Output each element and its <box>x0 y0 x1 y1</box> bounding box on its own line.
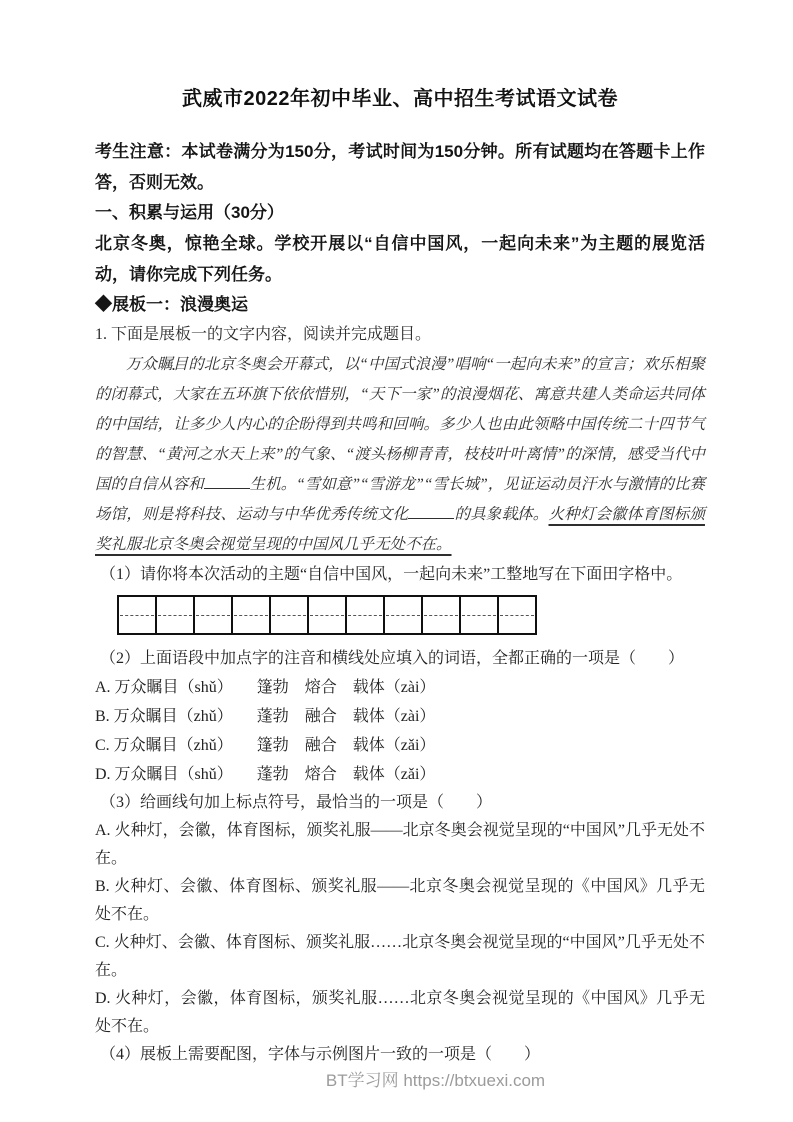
sub-question-3-option-b: B. 火种灯、会徽、体育图标、颁奖礼服——北京冬奥会视觉呈现的《中国风》几乎无处不在。 <box>95 878 705 923</box>
emphasis-dot-char: 载 <box>501 506 518 523</box>
emphasis-dot-char: 瞩 <box>157 356 173 373</box>
sub-question-2-stem: （2）上面语段中加点字的注音和横线处应填入的词语，全都正确的一项是（ ） <box>100 650 685 667</box>
passage-segment: 的具象 <box>454 506 502 523</box>
sub-question-2-option-a: A. 万众瞩目（shǔ） 篷勃 熔合 载体（zài） <box>95 679 436 696</box>
section-one-heading: 一、积累与运用（30分） <box>95 203 284 222</box>
grid-cell <box>155 595 195 635</box>
watermark: BT学习网 https://btxuexi.com <box>325 1071 546 1090</box>
passage-text <box>95 350 705 560</box>
grid-cell <box>383 595 423 635</box>
activity-intro: 北京冬奥，惊艳全球。学校开展以“自信中国风，一起向未来”为主题的展览活动，请你完成下列任务。 <box>95 234 705 284</box>
sub-question-1-stem: （1）请你将本次活动的主题“自信中国风，一起向未来”工整地写在下面田字格中。 <box>100 566 683 583</box>
sub-question-3-stem: （3）给画线句加上标点符号，最恰当的一项是（ ） <box>100 794 493 811</box>
passage-segment: 万众 <box>126 356 158 373</box>
grid-cell <box>269 595 309 635</box>
board-one-heading: ◆展板一：浪漫奥运 <box>95 295 248 314</box>
grid-cell <box>307 595 347 635</box>
sub-question-2-option-b: B. 万众瞩目（zhǔ） 蓬勃 融合 载体（zài） <box>95 708 436 725</box>
grid-cell <box>421 595 461 635</box>
sub-question-4-stem: （4）展板上需要配图，字体与示例图片一致的一项是（ ） <box>100 1046 541 1063</box>
sub-question-3-option-a: A. 火种灯，会徽，体育图标，颁奖礼服——北京冬奥会视觉呈现的“中国风”几乎无处不在。 <box>95 822 705 867</box>
fill-in-blank <box>204 473 250 490</box>
passage-segment: 目的北京冬奥会开幕式，以“中国式浪漫”唱响“一起向未来”的宣言；欢乐相聚的闭幕式，大家在五环旗下依依惜别，“天下一家”的浪漫烟花、寓意共建人类命运共同体的中国结，让多少人内心的企盼得到共鸣和回响。多少人也由此领略中国传统二十四节气的智慧、“黄河之水天上来”的气象、“渡头杨柳青青，枝枝叶叶离情”的深情，感受当代中国的自信从容和 <box>95 356 705 493</box>
passage-segment: 体。 <box>517 506 549 523</box>
grid-cell <box>459 595 499 635</box>
sub-question-2-option-c: C. 万众瞩目（zhǔ） 篷勃 融合 载体（zǎi） <box>95 737 436 754</box>
exam-notice: 考生注意：本试卷满分为150分，考试时间为150分钟。所有试题均在答题卡上作答，否则无效。 <box>95 142 705 192</box>
page-title: 武威市2022年初中毕业、高中招生考试语文试卷 <box>182 88 618 110</box>
sub-question-3-option-d: D. 火种灯，会徽，体育图标，颁奖礼服……北京冬奥会视觉呈现的《中国风》几乎无处不在。 <box>95 990 705 1035</box>
fill-in-blank <box>408 503 454 520</box>
grid-cell <box>345 595 385 635</box>
grid-cell <box>117 595 157 635</box>
sub-question-3-option-c: C. 火种灯、会徽、体育图标、颁奖礼服……北京冬奥会视觉呈现的“中国风”几乎无处不在。 <box>95 934 705 979</box>
sub-question-2-option-d: D. 万众瞩目（shǔ） 蓬勃 熔合 载体（zǎi） <box>95 766 436 783</box>
grid-cell <box>497 595 537 635</box>
grid-cell <box>231 595 271 635</box>
exam-content <box>95 84 705 1069</box>
passage-segment: 生机。“雪如意”“雪游龙”“雪长城”，见证运动员汗水与激情的比赛场馆，则是将科技、运动与中华优秀传统文化 <box>95 476 705 523</box>
writing-grid <box>117 595 705 635</box>
underlined-sentence: 火种灯会徽体育图标颁奖礼服北京冬奥会视觉呈现的中国风几乎无处不在。 <box>95 506 705 553</box>
question-1-stem: 1. 下面是展板一的文字内容，阅读并完成题目。 <box>95 326 432 343</box>
grid-cell <box>193 595 233 635</box>
